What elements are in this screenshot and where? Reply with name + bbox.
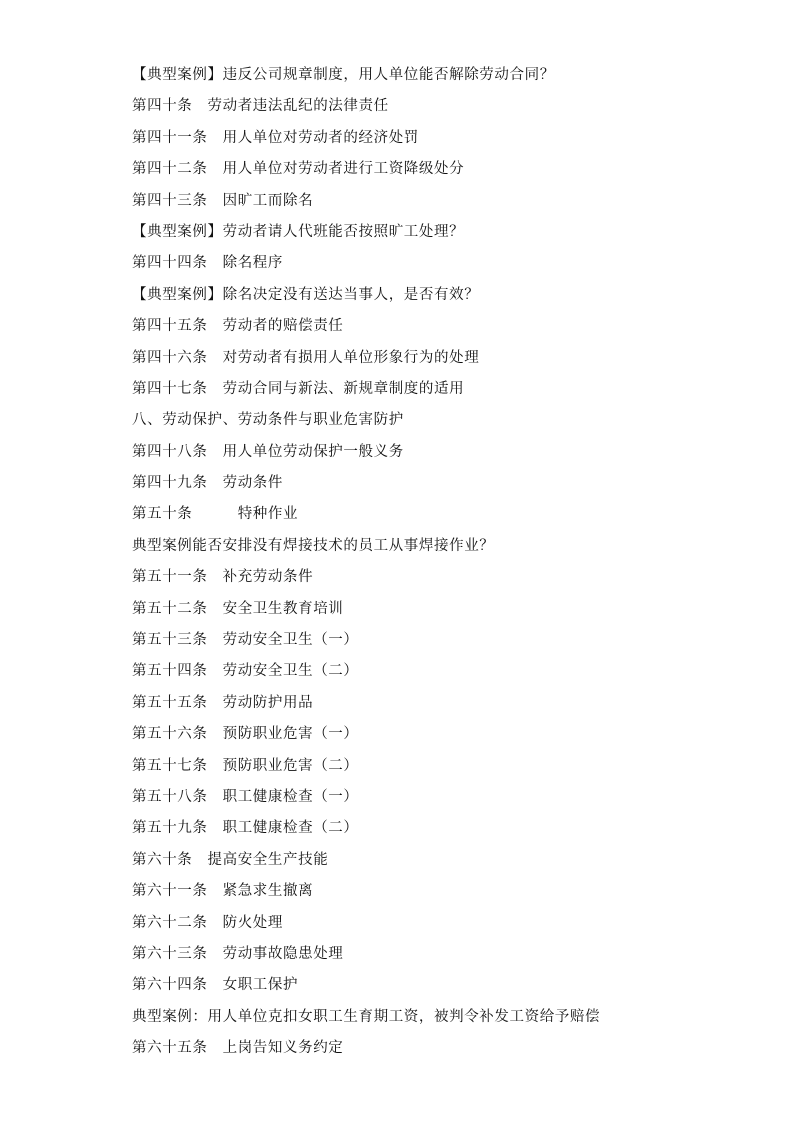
toc-line-article-65: 第六十五条 上岗告知义务约定 xyxy=(132,1040,344,1057)
toc-line-case-dismissal-rules: 【典型案例】违反公司规章制度，用人单位能否解除劳动合同？ xyxy=(132,67,555,83)
toc-line-article-56: 第五十六条 预防职业危害（一） xyxy=(132,726,359,743)
toc-line-article-62: 第六十二条 防火处理 xyxy=(132,914,283,931)
toc-line-article-60: 第六十条 提高安全生产技能 xyxy=(132,851,329,868)
toc-line-article-61: 第六十一条 紧急求生撤离 xyxy=(132,883,314,900)
toc-line-article-59: 第五十九条 职工健康检查（二） xyxy=(132,820,359,837)
toc-line-article-63: 第六十三条 劳动事故隐患处理 xyxy=(132,945,344,962)
toc-line-article-47: 第四十七条 劳动合同与新法、新规章制度的适用 xyxy=(132,380,465,397)
toc-line-article-42: 第四十二条 用人单位对劳动者进行工资降级处分 xyxy=(132,161,465,178)
table-of-contents xyxy=(132,60,752,1065)
toc-line-case-maternity-wages: 典型案例：用人单位克扣女职工生育期工资，被判令补发工资给予赔偿 xyxy=(132,1008,601,1025)
toc-line-article-58: 第五十八条 职工健康检查（一） xyxy=(132,788,359,805)
toc-line-article-52: 第五十二条 安全卫生教育培训 xyxy=(132,600,344,617)
toc-line-article-50: 第五十条 特种作业 xyxy=(132,506,299,523)
toc-line-case-dismissal-notice: 【典型案例】除名决定没有送达当事人，是否有效？ xyxy=(132,286,480,303)
toc-line-article-46: 第四十六条 对劳动者有损用人单位形象行为的处理 xyxy=(132,349,480,366)
toc-line-article-43: 第四十三条 因旷工而除名 xyxy=(132,192,314,209)
toc-line-article-57: 第五十七条 预防职业危害（二） xyxy=(132,757,359,774)
toc-line-article-55: 第五十五条 劳动防护用品 xyxy=(132,694,314,711)
toc-line-article-45: 第四十五条 劳动者的赔偿责任 xyxy=(132,318,344,335)
toc-line-article-44: 第四十四条 除名程序 xyxy=(132,255,283,272)
toc-line-article-40: 第四十条 劳动者违法乱纪的法律责任 xyxy=(132,98,389,115)
toc-line-article-49: 第四十九条 劳动条件 xyxy=(132,475,283,492)
toc-line-article-53: 第五十三条 劳动安全卫生（一） xyxy=(132,632,359,649)
toc-line-article-48: 第四十八条 用人单位劳动保护一般义务 xyxy=(132,443,404,460)
toc-line-article-41: 第四十一条 用人单位对劳动者的经济处罚 xyxy=(132,129,419,146)
toc-line-case-welding: 典型案例能否安排没有焊接技术的员工从事焊接作业？ xyxy=(132,537,495,554)
toc-line-article-51: 第五十一条 补充劳动条件 xyxy=(132,569,314,586)
toc-line-article-54: 第五十四条 劳动安全卫生（二） xyxy=(132,663,359,680)
toc-line-article-64: 第六十四条 女职工保护 xyxy=(132,977,299,994)
toc-line-case-substitute-shift: 【典型案例】劳动者请人代班能否按照旷工处理？ xyxy=(132,223,465,240)
toc-section-heading-8: 八、劳动保护、劳动条件与职业危害防护 xyxy=(132,412,404,429)
